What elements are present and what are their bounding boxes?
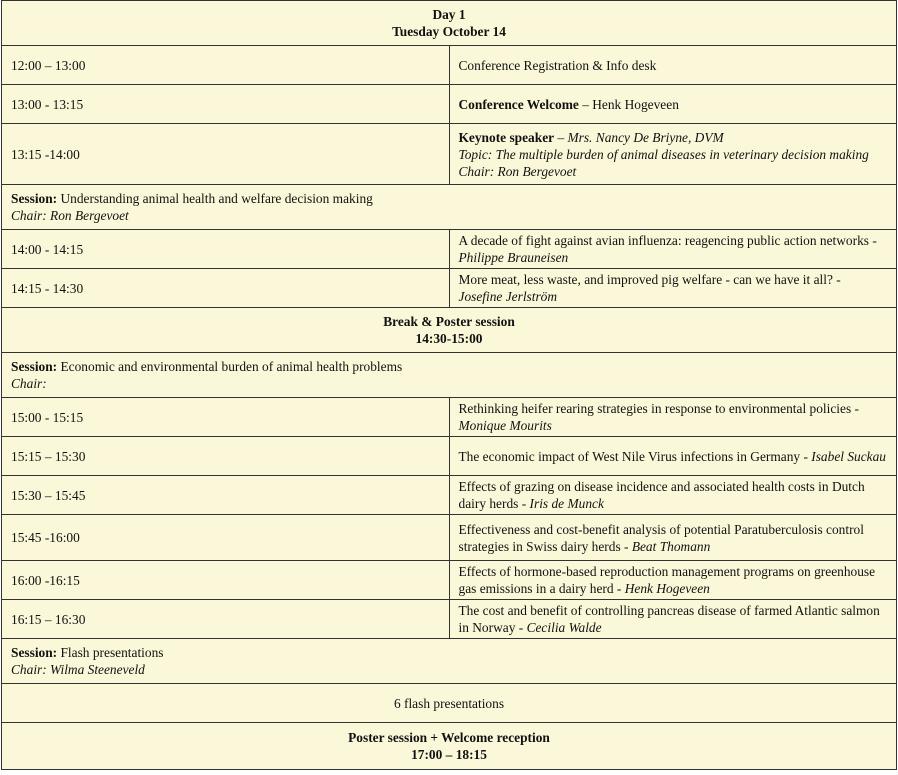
day-header bbox=[2, 1, 897, 46]
event-cell bbox=[449, 476, 897, 515]
talk-speaker: Philippe Brauneisen bbox=[458, 250, 569, 265]
talk-speaker: Monique Mourits bbox=[458, 418, 552, 433]
day-header-row bbox=[2, 1, 897, 46]
talk-speaker: Iris de Munck bbox=[529, 496, 604, 511]
time-cell: 16:00 -16:15 bbox=[2, 561, 450, 600]
schedule-row bbox=[2, 124, 897, 185]
event-title: Conference Welcome bbox=[458, 96, 579, 112]
talk-speaker: Josefine Jerlström bbox=[458, 289, 558, 304]
session-title: Understanding animal health and welfare decision making bbox=[57, 191, 373, 206]
schedule-row bbox=[2, 269, 897, 308]
talk-title: A decade of fight against avian influenza: reagencing public action networks - bbox=[458, 233, 877, 248]
talk-title: More meat, less waste, and improved pig welfare - can we have it all? - bbox=[458, 272, 841, 287]
schedule-row bbox=[2, 230, 897, 269]
talk-speaker: Cecilia Walde bbox=[526, 620, 602, 635]
session-chair: Chair: bbox=[11, 376, 47, 391]
talk-title: The cost and benefit of controlling pancreas disease of farmed Atlantic salmon in Norway - bbox=[458, 603, 880, 635]
time-cell: 12:00 – 13:00 bbox=[2, 46, 450, 85]
event-cell bbox=[449, 269, 897, 308]
event-cell bbox=[449, 515, 897, 561]
schedule-row bbox=[2, 600, 897, 639]
talk-title: Effectiveness and cost-benefit analysis of potential Paratuberculosis control strategies in Swiss dairy herds - bbox=[458, 521, 864, 554]
event-speaker: – Henk Hogeveen bbox=[578, 96, 679, 112]
time-cell: 15:15 – 15:30 bbox=[2, 437, 450, 476]
time-cell: 14:00 - 14:15 bbox=[2, 230, 450, 269]
session-label: Session: bbox=[11, 359, 58, 374]
session-header-row bbox=[2, 185, 897, 230]
keynote-title: Keynote speaker bbox=[458, 129, 555, 145]
break-time: 14:30-15:00 bbox=[415, 331, 483, 346]
session-header bbox=[2, 353, 897, 398]
event-cell bbox=[449, 124, 897, 185]
session-header-row bbox=[2, 353, 897, 398]
event-cell bbox=[449, 230, 897, 269]
talk-title: The economic impact of West Nile Virus infections in Germany - bbox=[458, 448, 812, 464]
schedule-row bbox=[2, 437, 897, 476]
schedule-row bbox=[2, 515, 897, 561]
flash-row bbox=[2, 684, 897, 723]
time-cell: 15:00 - 15:15 bbox=[2, 398, 450, 437]
closing-time: 17:00 – 18:15 bbox=[411, 747, 487, 762]
day-date: Tuesday October 14 bbox=[392, 24, 506, 39]
talk-title: Effects of grazing on disease incidence and associated health costs in Dutch dairy herds - bbox=[458, 479, 865, 511]
keynote-chair: Chair: Ron Bergevoet bbox=[458, 163, 577, 179]
talk-title: Rethinking heifer rearing strategies in response to environmental policies - bbox=[458, 401, 859, 416]
schedule-row bbox=[2, 46, 897, 85]
session-title: Flash presentations bbox=[57, 645, 164, 660]
program-table bbox=[1, 0, 897, 770]
time-cell: 15:30 – 15:45 bbox=[2, 476, 450, 515]
session-label: Session: bbox=[11, 645, 58, 660]
event-cell bbox=[449, 437, 897, 476]
event-cell bbox=[449, 398, 897, 437]
time-cell: 16:15 – 16:30 bbox=[2, 600, 450, 639]
keynote-topic: Topic: The multiple burden of animal diseases in veterinary decision making bbox=[458, 146, 869, 162]
event-cell bbox=[449, 600, 897, 639]
closing-row bbox=[2, 723, 897, 770]
closing-cell bbox=[2, 723, 897, 770]
schedule-row bbox=[2, 85, 897, 124]
schedule-row bbox=[2, 476, 897, 515]
break-title: Break & Poster session bbox=[383, 314, 515, 329]
time-cell: 13:00 - 13:15 bbox=[2, 85, 450, 124]
schedule-row bbox=[2, 398, 897, 437]
event-cell bbox=[449, 561, 897, 600]
time-cell: 15:45 -16:00 bbox=[2, 515, 450, 561]
day-label: Day 1 bbox=[432, 7, 466, 22]
talk-title: Effects of hormone-based reproduction management programs on greenhouse gas emissions in a dairy herd - bbox=[458, 564, 876, 596]
talk-speaker: Beat Thomann bbox=[631, 538, 711, 554]
talk-speaker: Isabel Suckau bbox=[811, 448, 887, 464]
session-chair: Chair: Ron Bergevoet bbox=[11, 208, 129, 223]
talk-speaker: Henk Hogeveen bbox=[624, 581, 710, 596]
session-label: Session: bbox=[11, 191, 58, 206]
session-header bbox=[2, 185, 897, 230]
flash-cell: 6 flash presentations bbox=[2, 684, 897, 723]
session-title: Economic and environmental burden of animal health problems bbox=[57, 359, 403, 374]
event-cell: Conference Registration & Info desk bbox=[449, 46, 897, 85]
session-chair: Chair: Wilma Steeneveld bbox=[11, 662, 145, 677]
keynote-speaker: – Mrs. Nancy De Briyne, DVM bbox=[554, 129, 724, 145]
break-row bbox=[2, 308, 897, 353]
break-cell bbox=[2, 308, 897, 353]
session-header bbox=[2, 639, 897, 684]
time-cell: 13:15 -14:00 bbox=[2, 124, 450, 185]
event-cell bbox=[449, 85, 897, 124]
schedule-row bbox=[2, 561, 897, 600]
closing-title: Poster session + Welcome reception bbox=[348, 730, 550, 745]
session-header-row bbox=[2, 639, 897, 684]
time-cell: 14:15 - 14:30 bbox=[2, 269, 450, 308]
